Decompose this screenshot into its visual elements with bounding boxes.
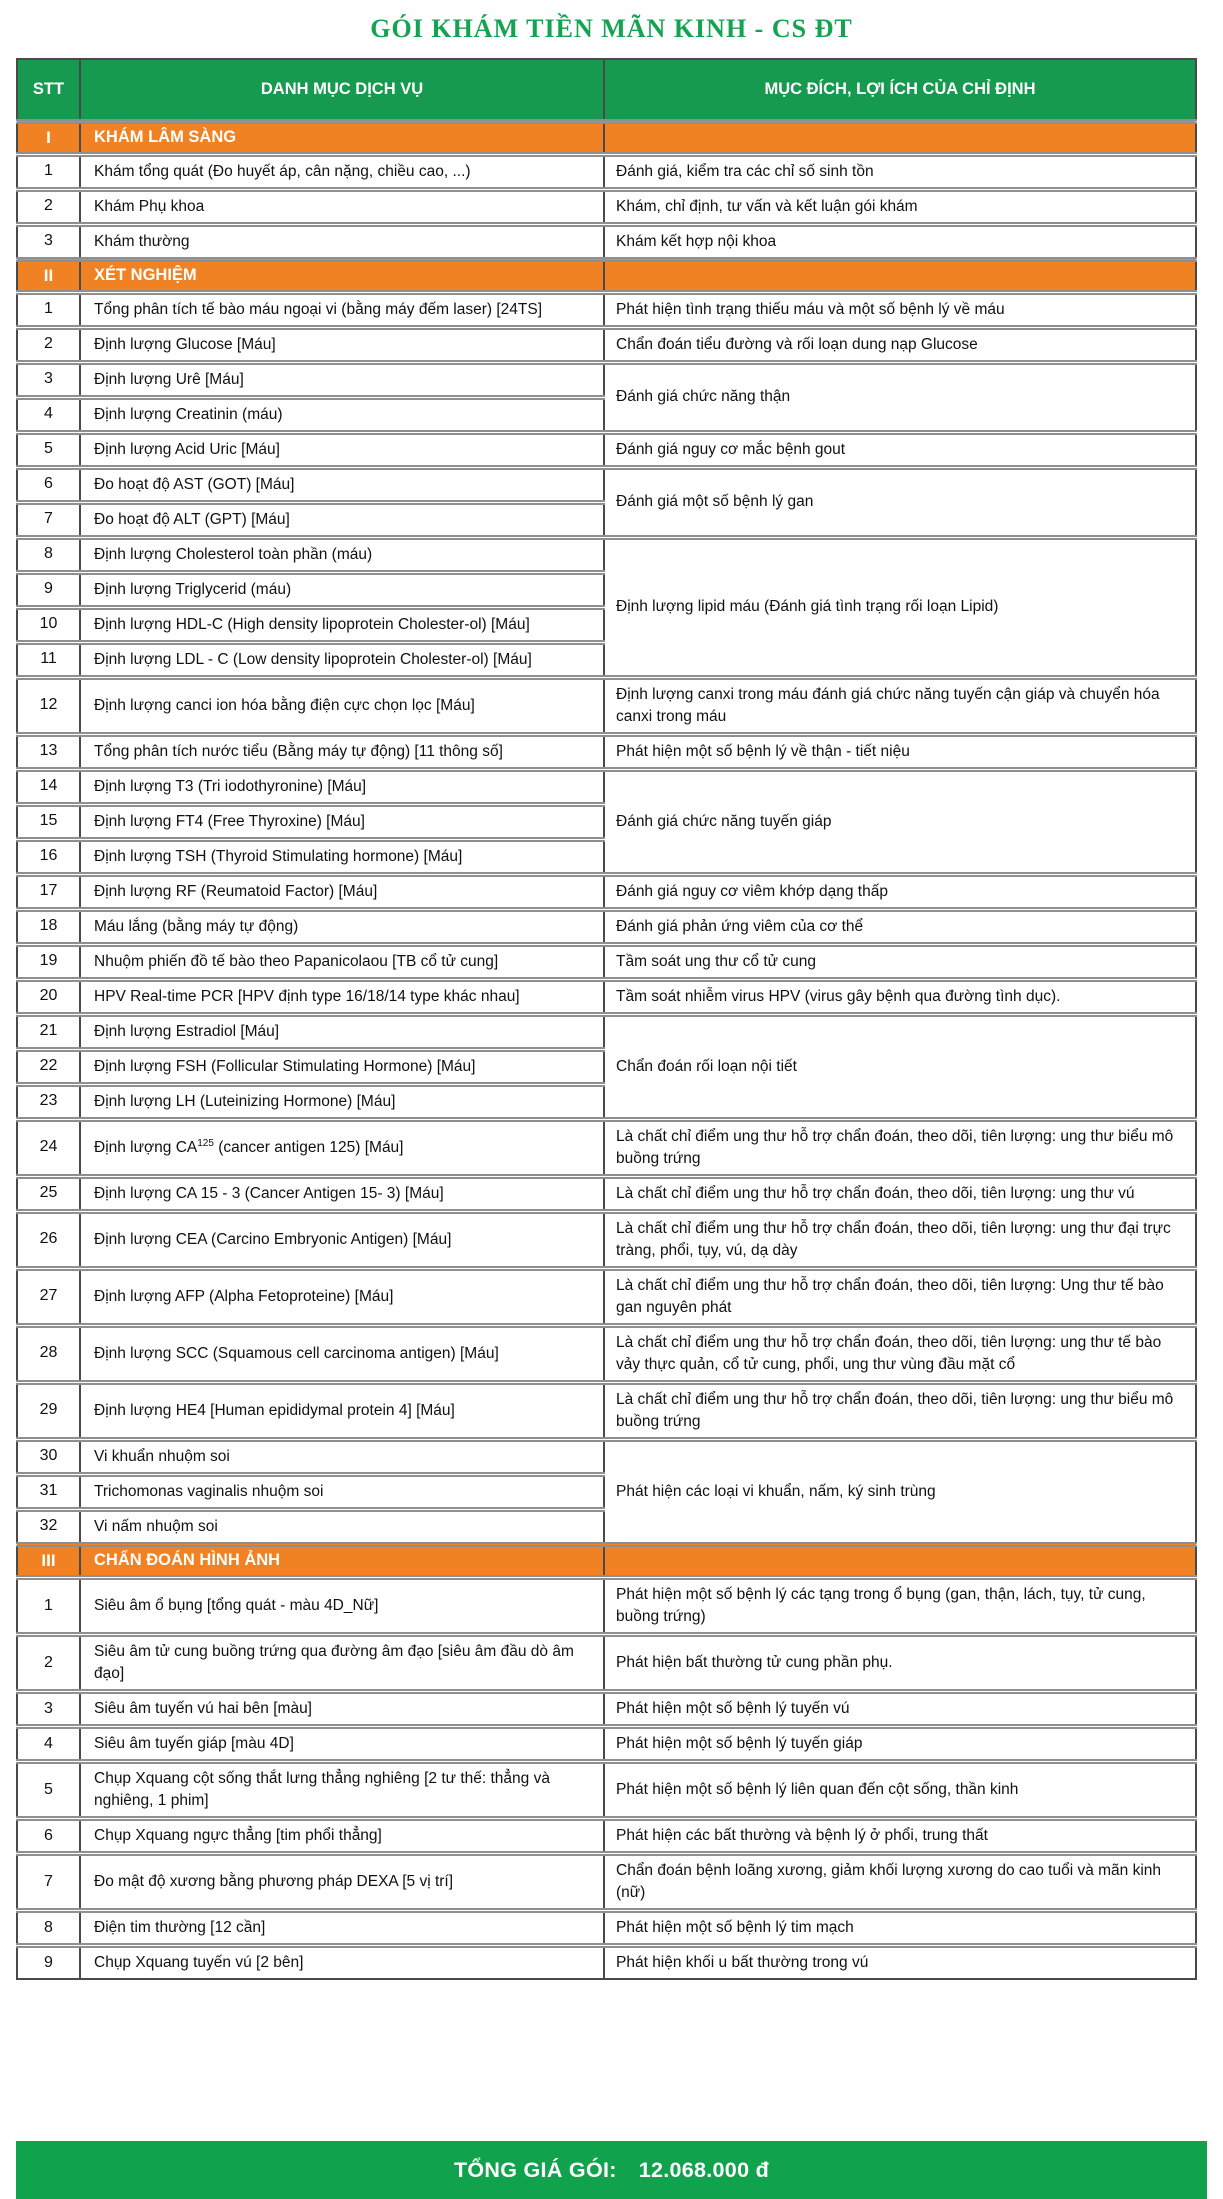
row-number-cell: 1 [17, 292, 80, 327]
purpose-cell: Là chất chỉ điểm ung thư hỗ trợ chẩn đoán, theo dõi, tiên lượng: ung thư vú [604, 1176, 1196, 1211]
purpose-cell: Định lượng canxi trong máu đánh giá chức năng tuyến cận giáp và chuyển hóa canxi trong máu [604, 677, 1196, 734]
table-row [17, 327, 1196, 362]
row-number-cell: 5 [17, 432, 80, 467]
service-cell: Khám thường [80, 224, 604, 259]
table-row [17, 677, 1196, 734]
service-cell: Định lượng AFP (Alpha Fetoproteine) [Máu] [80, 1268, 604, 1325]
purpose-cell: Đánh giá phản ứng viêm của cơ thể [604, 909, 1196, 944]
section-title: CHẨN ĐOÁN HÌNH ẢNH [80, 1544, 604, 1577]
page-title: GÓI KHÁM TIỀN MÃN KINH - CS ĐT [370, 14, 853, 43]
table-row [17, 1577, 1196, 1634]
row-number-cell: 17 [17, 874, 80, 909]
table-row [17, 1818, 1196, 1853]
service-cell: Định lượng SCC (Squamous cell carcinoma antigen) [Máu] [80, 1325, 604, 1382]
table-row [17, 1176, 1196, 1211]
service-cell: Siêu âm ổ bụng [tổng quát - màu 4D_Nữ] [80, 1577, 604, 1634]
row-number-cell: 23 [17, 1084, 80, 1119]
section-numeral: II [17, 259, 80, 292]
row-number-cell: 6 [17, 1818, 80, 1853]
service-cell: Chụp Xquang cột sống thắt lưng thẳng nghiêng [2 tư thế: thẳng và nghiêng, 1 phim] [80, 1761, 604, 1818]
table-row [17, 1382, 1196, 1439]
service-cell: Siêu âm tuyến vú hai bên [màu] [80, 1691, 604, 1726]
purpose-cell: Khám, chỉ định, tư vấn và kết luận gói khám [604, 189, 1196, 224]
row-number-cell: 3 [17, 1691, 80, 1726]
section-numeral: I [17, 121, 80, 154]
purpose-cell: Phát hiện một số bệnh lý tuyến giáp [604, 1726, 1196, 1761]
purpose-cell: Đánh giá nguy cơ viêm khớp dạng thấp [604, 874, 1196, 909]
table-row [17, 1945, 1196, 1979]
purpose-cell: Phát hiện các bất thường và bệnh lý ở phổi, trung thất [604, 1818, 1196, 1853]
purpose-cell: Là chất chỉ điểm ung thư hỗ trợ chẩn đoán, theo dõi, tiên lượng: ung thư tế bào vảy thực quản, cổ tử cung, phổi, ung thư vùng đầu mặt cổ [604, 1325, 1196, 1382]
service-cell: Trichomonas vaginalis nhuộm soi [80, 1474, 604, 1509]
purpose-cell: Phát hiện một số bệnh lý liên quan đến cột sống, thần kinh [604, 1761, 1196, 1818]
purpose-cell: Phát hiện tình trạng thiếu máu và một số bệnh lý về máu [604, 292, 1196, 327]
service-cell: Chụp Xquang tuyến vú [2 bên] [80, 1945, 604, 1979]
table-header-row [17, 59, 1196, 121]
service-cell: Vi khuẩn nhuộm soi [80, 1439, 604, 1474]
row-number-cell: 4 [17, 397, 80, 432]
table-row [17, 537, 1196, 572]
row-number-cell: 2 [17, 327, 80, 362]
purpose-cell: Phát hiện một số bệnh lý tuyến vú [604, 1691, 1196, 1726]
purpose-cell: Là chất chỉ điểm ung thư hỗ trợ chẩn đoán, theo dõi, tiên lượng: ung thư biểu mô buồng trứng [604, 1382, 1196, 1439]
section-empty-cell [604, 259, 1196, 292]
service-package-table [16, 58, 1197, 1980]
row-number-cell: 8 [17, 1910, 80, 1945]
row-number-cell: 30 [17, 1439, 80, 1474]
table-row [17, 979, 1196, 1014]
table-row [17, 1014, 1196, 1049]
service-cell: Tổng phân tích tế bào máu ngoại vi (bằng máy đếm laser) [24TS] [80, 292, 604, 327]
service-cell: Định lượng Creatinin (máu) [80, 397, 604, 432]
purpose-cell: Đánh giá chức năng thận [604, 362, 1196, 432]
service-cell: Định lượng T3 (Tri iodothyronine) [Máu] [80, 769, 604, 804]
section-header-row [17, 259, 1196, 292]
row-number-cell: 24 [17, 1119, 80, 1176]
purpose-cell: Là chất chỉ điểm ung thư hỗ trợ chẩn đoán, theo dõi, tiên lượng: ung thư biểu mô buồng trứng [604, 1119, 1196, 1176]
service-cell: Đo mật độ xương bằng phương pháp DEXA [5 vị trí] [80, 1853, 604, 1910]
service-cell: Định lượng HDL-C (High density lipoprotein Cholester-ol) [Máu] [80, 607, 604, 642]
row-number-cell: 1 [17, 1577, 80, 1634]
row-number-cell: 28 [17, 1325, 80, 1382]
row-number-cell: 16 [17, 839, 80, 874]
table-row [17, 432, 1196, 467]
column-header-service: DANH MỤC DỊCH VỤ [80, 59, 604, 121]
table-row [17, 909, 1196, 944]
service-cell: Định lượng CEA (Carcino Embryonic Antigen) [Máu] [80, 1211, 604, 1268]
row-number-cell: 3 [17, 224, 80, 259]
section-empty-cell [604, 1544, 1196, 1577]
section-header-row [17, 1544, 1196, 1577]
row-number-cell: 7 [17, 1853, 80, 1910]
table-row [17, 944, 1196, 979]
service-cell: Định lượng FT4 (Free Thyroxine) [Máu] [80, 804, 604, 839]
row-number-cell: 5 [17, 1761, 80, 1818]
purpose-cell: Phát hiện một số bệnh lý về thận - tiết niệu [604, 734, 1196, 769]
service-cell: HPV Real-time PCR [HPV định type 16/18/14 type khác nhau] [80, 979, 604, 1014]
section-title: KHÁM LÂM SÀNG [80, 121, 604, 154]
service-cell: Siêu âm tử cung buồng trứng qua đường âm đạo [siêu âm đầu dò âm đạo] [80, 1634, 604, 1691]
row-number-cell: 18 [17, 909, 80, 944]
table-row [17, 1726, 1196, 1761]
section-title: XÉT NGHIỆM [80, 259, 604, 292]
purpose-cell: Phát hiện khối u bất thường trong vú [604, 1945, 1196, 1979]
table-row [17, 1439, 1196, 1474]
row-number-cell: 32 [17, 1509, 80, 1544]
purpose-cell: Chẩn đoán bệnh loãng xương, giảm khối lượng xương do cao tuổi và mãn kinh (nữ) [604, 1853, 1196, 1910]
table-row [17, 224, 1196, 259]
purpose-cell: Là chất chỉ điểm ung thư hỗ trợ chẩn đoán, theo dõi, tiên lượng: ung thư đại trực tràng, phổi, tụy, vú, dạ dày [604, 1211, 1196, 1268]
row-number-cell: 20 [17, 979, 80, 1014]
service-cell: Định lượng RF (Reumatoid Factor) [Máu] [80, 874, 604, 909]
row-number-cell: 27 [17, 1268, 80, 1325]
table-row [17, 1268, 1196, 1325]
table-row [17, 154, 1196, 189]
row-number-cell: 21 [17, 1014, 80, 1049]
service-cell: Định lượng LH (Luteinizing Hormone) [Máu] [80, 1084, 604, 1119]
table-row [17, 292, 1196, 327]
service-cell: Khám tổng quát (Đo huyết áp, cân nặng, chiều cao, ...) [80, 154, 604, 189]
purpose-cell: Đánh giá một số bệnh lý gan [604, 467, 1196, 537]
purpose-cell: Đánh giá, kiểm tra các chỉ số sinh tồn [604, 154, 1196, 189]
row-number-cell: 2 [17, 1634, 80, 1691]
table-row [17, 362, 1196, 397]
table-row [17, 1325, 1196, 1382]
grand-total-bar [16, 2141, 1207, 2199]
row-number-cell: 26 [17, 1211, 80, 1268]
service-cell: Định lượng Acid Uric [Máu] [80, 432, 604, 467]
service-cell: Nhuộm phiến đồ tế bào theo Papanicolaou [TB cổ tử cung] [80, 944, 604, 979]
row-number-cell: 31 [17, 1474, 80, 1509]
grand-total-value: 12.068.000 đ [638, 2157, 770, 2182]
row-number-cell: 11 [17, 642, 80, 677]
row-number-cell: 10 [17, 607, 80, 642]
section-numeral: III [17, 1544, 80, 1577]
row-number-cell: 4 [17, 1726, 80, 1761]
row-number-cell: 13 [17, 734, 80, 769]
table-row [17, 769, 1196, 804]
table-row [17, 1691, 1196, 1726]
service-cell: Định lượng LDL - C (Low density lipoprotein Cholester-ol) [Máu] [80, 642, 604, 677]
row-number-cell: 15 [17, 804, 80, 839]
service-cell: Định lượng FSH (Follicular Stimulating Hormone) [Máu] [80, 1049, 604, 1084]
service-cell: Định lượng Triglycerid (máu) [80, 572, 604, 607]
row-number-cell: 3 [17, 362, 80, 397]
row-number-cell: 7 [17, 502, 80, 537]
service-cell: Định lượng canci ion hóa bằng điện cực chọn lọc [Máu] [80, 677, 604, 734]
service-cell: Định lượng HE4 [Human epididymal protein 4] [Máu] [80, 1382, 604, 1439]
row-number-cell: 9 [17, 572, 80, 607]
row-number-cell: 8 [17, 537, 80, 572]
section-empty-cell [604, 121, 1196, 154]
table-row [17, 467, 1196, 502]
row-number-cell: 12 [17, 677, 80, 734]
table-row [17, 1634, 1196, 1691]
service-cell: Chụp Xquang ngực thẳng [tim phổi thẳng] [80, 1818, 604, 1853]
service-cell: Định lượng Cholesterol toàn phần (máu) [80, 537, 604, 572]
service-cell: Định lượng Glucose [Máu] [80, 327, 604, 362]
purpose-cell: Là chất chỉ điểm ung thư hỗ trợ chẩn đoán, theo dõi, tiên lượng: Ung thư tế bào gan nguyên phát [604, 1268, 1196, 1325]
service-cell: Khám Phụ khoa [80, 189, 604, 224]
table-row [17, 1910, 1196, 1945]
row-number-cell: 6 [17, 467, 80, 502]
column-header-purpose: MỤC ĐÍCH, LỢI ÍCH CỦA CHỈ ĐỊNH [604, 59, 1196, 121]
column-header-stt: STT [17, 59, 80, 121]
service-cell: Tổng phân tích nước tiểu (Bằng máy tự động) [11 thông số] [80, 734, 604, 769]
service-cell: Vi nấm nhuộm soi [80, 1509, 604, 1544]
row-number-cell: 29 [17, 1382, 80, 1439]
service-cell: Máu lắng (bằng máy tự động) [80, 909, 604, 944]
purpose-cell: Tầm soát nhiễm virus HPV (virus gây bệnh qua đường tình dục). [604, 979, 1196, 1014]
purpose-cell: Chẩn đoán tiểu đường và rối loạn dung nạp Glucose [604, 327, 1196, 362]
service-cell: Định lượng Urê [Máu] [80, 362, 604, 397]
purpose-cell: Phát hiện các loại vi khuẩn, nấm, ký sinh trùng [604, 1439, 1196, 1544]
table-row [17, 1211, 1196, 1268]
purpose-cell: Phát hiện một số bệnh lý tim mạch [604, 1910, 1196, 1945]
row-number-cell: 14 [17, 769, 80, 804]
service-cell: Đo hoạt độ AST (GOT) [Máu] [80, 467, 604, 502]
row-number-cell: 9 [17, 1945, 80, 1979]
purpose-cell: Chẩn đoán rối loạn nội tiết [604, 1014, 1196, 1119]
row-number-cell: 1 [17, 154, 80, 189]
service-cell: Định lượng Estradiol [Máu] [80, 1014, 604, 1049]
section-header-row [17, 121, 1196, 154]
purpose-cell: Phát hiện bất thường tử cung phần phụ. [604, 1634, 1196, 1691]
purpose-cell: Đánh giá nguy cơ mắc bệnh gout [604, 432, 1196, 467]
table-row [17, 189, 1196, 224]
grand-total-label: TỔNG GIÁ GÓI: [453, 2157, 617, 2182]
purpose-cell: Tầm soát ung thư cổ tử cung [604, 944, 1196, 979]
table-row [17, 874, 1196, 909]
purpose-cell: Khám kết hợp nội khoa [604, 224, 1196, 259]
row-number-cell: 2 [17, 189, 80, 224]
service-cell: Định lượng TSH (Thyroid Stimulating hormone) [Máu] [80, 839, 604, 874]
service-cell: Định lượng CA 15 - 3 (Cancer Antigen 15- 3) [Máu] [80, 1176, 604, 1211]
table-row [17, 1119, 1196, 1176]
service-cell: Định lượng CA$^{125}$ (cancer antigen 125) [Máu] [80, 1119, 604, 1176]
purpose-cell: Phát hiện một số bệnh lý các tạng trong ổ bụng (gan, thận, lách, tụy, tử cung, buồng trứng) [604, 1577, 1196, 1634]
service-cell: Đo hoạt độ ALT (GPT) [Máu] [80, 502, 604, 537]
table-row [17, 1761, 1196, 1818]
service-cell: Siêu âm tuyến giáp [màu 4D] [80, 1726, 604, 1761]
row-number-cell: 22 [17, 1049, 80, 1084]
service-cell: Điện tim thường [12 cần] [80, 1910, 604, 1945]
table-row [17, 734, 1196, 769]
row-number-cell: 19 [17, 944, 80, 979]
purpose-cell: Đánh giá chức năng tuyến giáp [604, 769, 1196, 874]
table-row [17, 1853, 1196, 1910]
table-body [17, 121, 1196, 1979]
purpose-cell: Định lượng lipid máu (Đánh giá tình trạng rối loạn Lipid) [604, 537, 1196, 677]
row-number-cell: 25 [17, 1176, 80, 1211]
